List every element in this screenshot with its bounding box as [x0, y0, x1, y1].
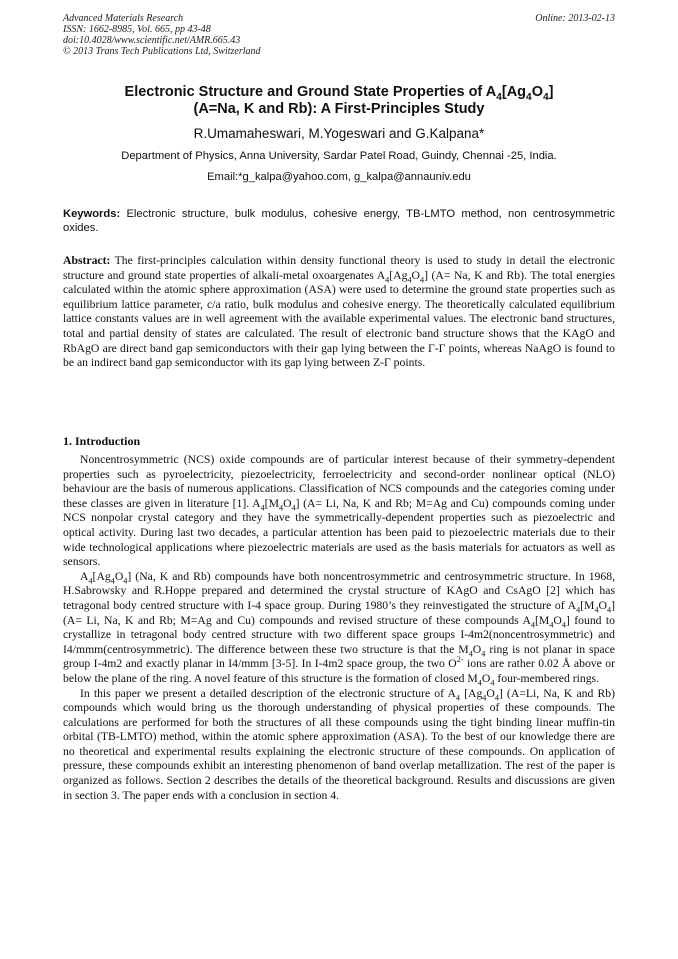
abstract-label: Abstract:: [63, 254, 111, 267]
intro-paragraph-1: Noncentrosymmetric (NCS) oxide compounds are of particular interest because of their symmetry-dependent properties such as pyroelectricity, piezoelectricity, ferroelectricity and second-order nonlinear optical (NLO) behaviour are the basis of numerous applications. Classification of NCS compounds and the categories coming under these classes are given in literature [1]. $A_4[M_4O_4]$ (A= Li, Na, K and Rb; M=Ag and Cu) compounds coming under NCS nonpolar crystal category and they have the symmetrically-dependent properties such as piezoelectric and optical activity. During last two decades, a particular attention has been paid to piezoelectric materials due to their wide technological applications where piezoelectric materials are used as the basis materials for actuators as well as sensors.: [63, 453, 615, 569]
keywords-text: Electronic structure, bulk modulus, cohesive energy, TB-LMTO method, non centrosymmetric oxides.: [63, 208, 615, 234]
issn-line: ISSN: 1662-8985, Vol. 665, pp 43-48: [63, 24, 211, 35]
section-heading-introduction: 1. Introduction: [63, 434, 141, 448]
intro-paragraph-2: $A_4[Ag_4O_4]$ (Na, K and Rb) compounds have both noncentrosymmetric and centrosymmetric structure. In 1968, H.Sabrowsky and R.Hoppe prepared and determined the crystal structure of KAgO and CsAgO [2] which has tetragonal body centred structure with I-4 space group. During 1980’s they reinvestigated the structure of $A_4[M_4O_4]$ (A= Li, Na, K and Rb; M=Ag and Cu) compounds and revised structure of these compounds $A_4[M_4O_4]$ found to crystallize in tetragonal body centred structure with two different space groups I-4m2(noncentrosymmetric) and I4/mmm(centrosymmetric). The difference between these two structure is that the $M_4O_4$ ring is not planar in space group I-4m2 and exactly planar in I4/mmm [3-5]. In I-4m2 space group, the two $O^{2-}$ ions are rather 0.02 Å above or below the plane of the ring. A novel feature of this structure is the formation of closed $M_4O_4$ four-membered rings.: [63, 569, 616, 688]
abstract-block: Abstract: The first-principles calculation within density functional theory is used to study in detail the electronic structure and ground state properties of alkali-metal oxoargenates $A_4[Ag_4O_4]$ (A= Na, K and Rb). The total energies calculated within the atomic sphere approximation (ASA) were used to determine the ground state properties such as equilibrium lattice parameter, c/a ratio, bulk modulus and cohesive energy. The theoretically calculated equilibrium lattice constants values are in well agreement with the available experimental values. The electronic band structures, total and partial density of states are calculated. The result of electronic band structure shows that the KAgO and RbAgO are direct band gap semiconductors with their gap lying between the Γ-Γ points, whereas NaAgO is found to be an indirect band gap semiconductor with its gap lying between Z-Γ points.: [63, 254, 615, 370]
online-date: Online: 2013-02-13: [535, 13, 615, 24]
affiliation: Department of Physics, Anna University, Sardar Patel Road, Guindy, Chennai -25, India.: [121, 150, 557, 162]
paper-title: [63, 84, 615, 118]
intro-paragraph-3: In this paper we present a detailed description of the electronic structure of $A_4$ $[Ag_4O_4]$ (A=Li, Na, K and Rb) compounds which would bring us the thorough understanding of physical properties of these compounds. The calculations are performed for both the structures of all these compounds using the tight binding linear muffin-tin orbital (TB-LMTO) method, within the atomic sphere approximation (ASA). To the best of our knowledge there are no theoretical and experimental results explaining the electronic structure of these compounds. On application of pressure, these compounds exhibit an interesting phenomenon of band overlap metallization. The rest of the paper is organized as follows. Section 2 describes the details of the theoretical background. Results and discussions are given in section 3. The paper ends with a conclusion in section 4.: [63, 686, 615, 802]
title-line-2: (A=Na, K and Rb): A First-Principles Study: [193, 101, 485, 117]
introduction-body: [63, 453, 615, 803]
author-email: Email:*g_kalpa@yahoo.com, g_kalpa@annauniv.edu: [207, 171, 471, 183]
author-list: R.Umamaheswari, M.Yogeswari and G.Kalpana*: [193, 126, 485, 141]
journal-header: [63, 13, 261, 57]
title-line-1: Electronic Structure and Ground State Properties of $A_4[Ag_4O_4]$: [124, 84, 554, 103]
journal-name: Advanced Materials Research: [63, 13, 184, 24]
keywords-label: Keywords:: [63, 208, 121, 220]
doi-line: doi:10.4028/www.scientific.net/AMR.665.43: [63, 35, 241, 46]
copyright-line: © 2013 Trans Tech Publications Ltd, Switzerland: [63, 46, 261, 57]
keywords-block: [63, 207, 615, 235]
